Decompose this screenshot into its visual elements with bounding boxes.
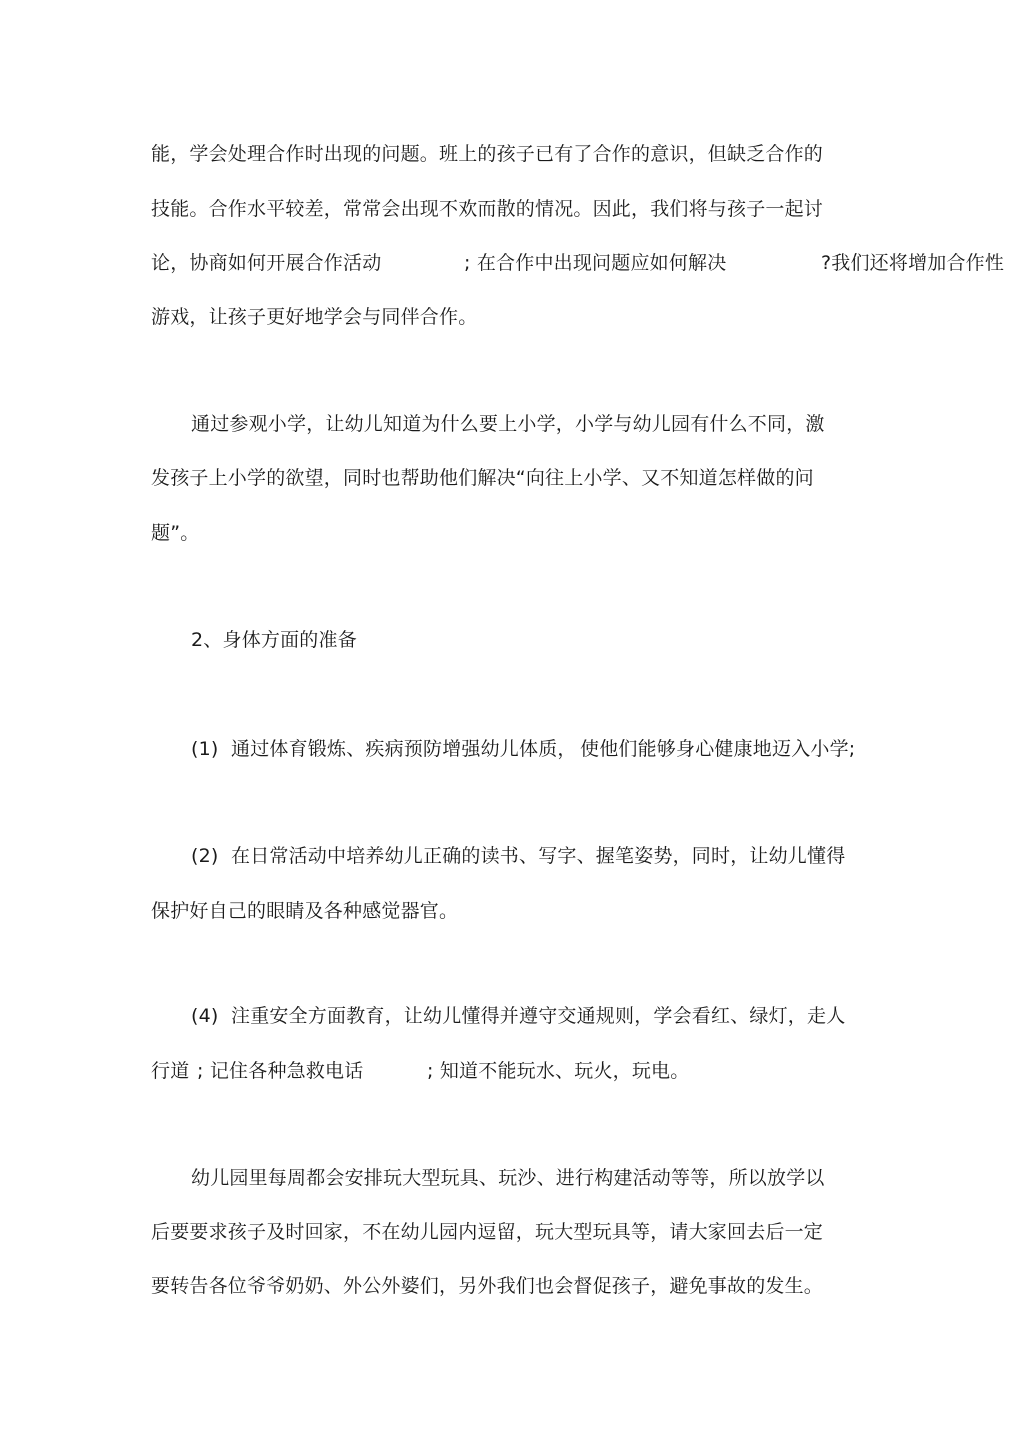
paragraph-1-line-3-part-2: ; 在合作中出现问题应如何解决	[464, 252, 727, 274]
item-2-number: (2)	[191, 845, 219, 867]
item-4-line-2-part-2: ; 记住各种急救电话	[197, 1060, 364, 1082]
paragraph-1-line-3-part-1: 论，协商如何开展合作活动	[151, 252, 382, 274]
paragraph-1-line-3-part-3: ?我们还将增加合作性	[821, 252, 1005, 274]
paragraph-1-line-1: 能，学会处理合作时出现的问题。班上的孩子已有了合作的意识，但缺乏合作的	[151, 143, 824, 165]
paragraph-2-line-3: 题”。	[151, 522, 200, 544]
item-4-line-2-part-1: 行道	[151, 1060, 190, 1082]
paragraph-3-line-1: 幼儿园里每周都会安排玩大型玩具、玩沙、进行构建活动等等，所以放学以	[191, 1167, 825, 1189]
paragraph-3-line-2: 后要要求孩子及时回家，不在幼儿园内逗留，玩大型玩具等，请大家回去后一定	[151, 1221, 824, 1243]
paragraph-1-line-4: 游戏，让孩子更好地学会与同伴合作。	[151, 306, 478, 328]
item-4-number: (4)	[191, 1005, 219, 1027]
item-2-line-1	[191, 842, 891, 870]
item-1-text-part-1: 通过体育锻炼、疾病预防增强幼儿体质，	[231, 738, 577, 760]
paragraph-1-line-2: 技能。合作水平较差，常常会出现不欢而散的情况。因此，我们将与孩子一起讨	[151, 198, 824, 220]
paragraph-2-line-1: 通过参观小学，让幼儿知道为什么要上小学，小学与幼儿园有什么不同，激	[191, 413, 825, 435]
item-1-text-part-2: 使他们能够身心健康地迈入小学;	[580, 738, 856, 760]
item-4-line-1	[191, 1002, 891, 1030]
paragraph-2-line-2: 发孩子上小学的欲望，同时也帮助他们解决“向往上小学、又不知道怎样做的问	[151, 467, 814, 489]
item-2-line-2: 保护好自己的眼睛及各种感觉器官。	[151, 900, 459, 922]
item-4-line-2-part-3: ; 知道不能玩水、玩火，玩电。	[427, 1060, 690, 1082]
section-heading: 2、身体方面的准备	[191, 629, 357, 651]
paragraph-1-line-3	[151, 249, 1011, 277]
paragraph-3-line-3: 要转告各位爷爷奶奶、外公外婆们，另外我们也会督促孩子，避免事故的发生。	[151, 1275, 824, 1297]
item-2-line-1-text: 在日常活动中培养幼儿正确的读书、写字、握笔姿势，同时，让幼儿懂得	[231, 845, 846, 867]
item-1-number: (1)	[191, 738, 219, 760]
item-4-line-1-text: 注重安全方面教育，让幼儿懂得并遵守交通规则，学会看红、绿灯，走人	[231, 1005, 846, 1027]
item-4-line-2	[151, 1057, 851, 1085]
item-1-line-1	[191, 735, 891, 763]
